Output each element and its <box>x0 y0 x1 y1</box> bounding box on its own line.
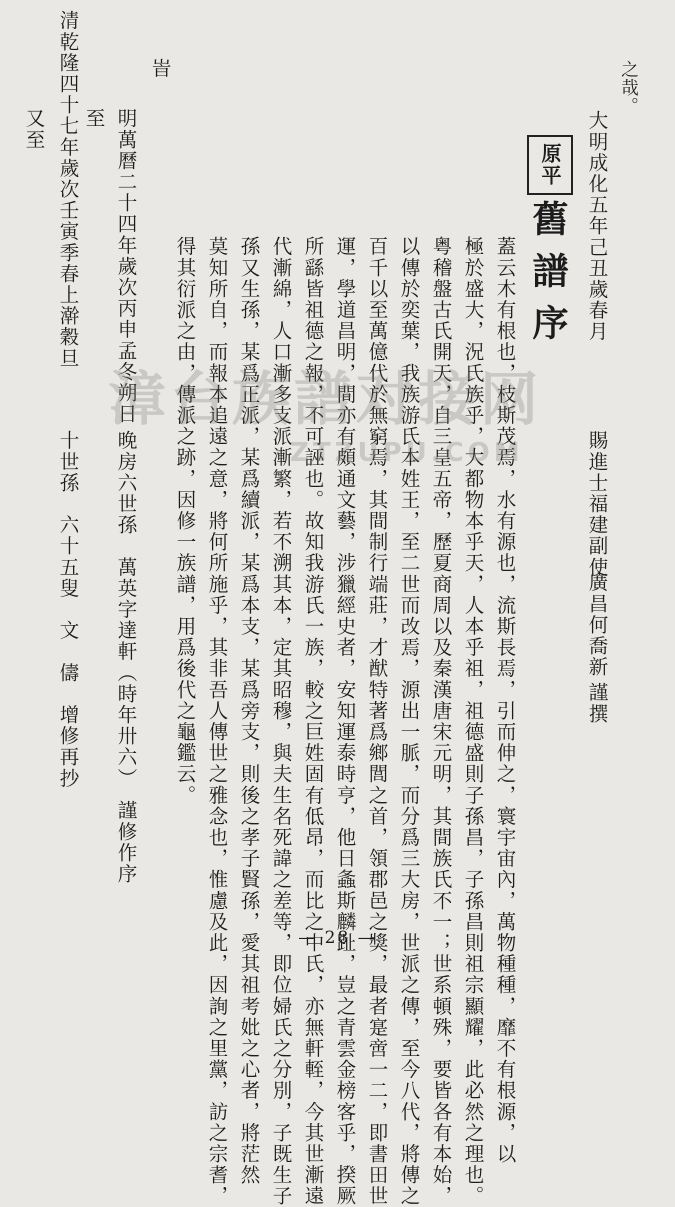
author-name: 廣昌何喬新 <box>585 572 609 678</box>
signature-1-name: 晚房六世孫 萬英字達軒（時年卅六） 謹修作序 <box>114 430 138 885</box>
preface-column: 代漸綿，人口漸多支派漸繁，若不溯其本，定其昭穆，與夫生名死諱之差等，即位婦氏之分別，子既生子 <box>269 236 293 1207</box>
title-badge-box <box>527 135 573 195</box>
watermark-url: ZTZUPU.COM <box>290 438 524 468</box>
watermark: 漳台族譜对接网 <box>108 365 543 433</box>
preface-closing-line: 之哉。 <box>618 60 639 116</box>
preface-column: 得其衍派之由，傳派之跡，因修一族譜，用爲後代之龜鑑云。 <box>173 236 197 806</box>
author-action: 謹撰 <box>585 682 609 725</box>
preface-column: 所繇皆祖德之報，不可誣也。故知我游氏一族，較之巨姓固有低昂，而比之中氏，亦無軒輊，今其世漸遠 <box>301 236 325 1207</box>
original-date-line: 大明成化五年己丑歲春月 <box>585 110 609 343</box>
preface-column: 百千以至萬億代於無窮焉，其間制行端莊，才猷特著爲鄉閭之首，領郡邑之獎，最者寔啻一二，即書田世 <box>365 236 389 1207</box>
signature-connector: 又至 <box>22 108 46 151</box>
signature-2-name: 十世孫 六十五叟 文 儔 增修再抄 <box>56 430 80 789</box>
signature-1-date: 明萬曆二十四年歲次丙申孟冬朔日 <box>114 108 138 425</box>
signature-2-date: 清乾隆四十七年歲次壬寅季春上澣穀旦 <box>56 10 80 369</box>
title-badge: 原平 <box>538 143 562 187</box>
page-number: — 28 — <box>298 928 377 948</box>
page-title: 舊譜序 <box>527 200 569 356</box>
preface-column: 以傳於奕葉，我族游氏本姓王，至二世而改焉，源出一脈，而分爲三大房，世派之傳，至今八代，將傳之 <box>397 236 421 1207</box>
author-title: 賜進士福建副使 <box>585 430 609 578</box>
preface-column: 蓋云木有根也，枝斯茂焉，水有源也，流斯長焉，引而伸之，寰宇宙內，萬物種種，靡不有根源，以 <box>493 236 517 1165</box>
signature-separator: 峕 <box>148 58 172 80</box>
preface-column: 孫又生孫，某爲正派，某爲續派，某爲本支，某爲旁支，則後之孝子賢孫，愛其祖考妣之心者，將茫然 <box>237 236 261 1186</box>
preface-column: 極於盛大，況氏族乎，大都物本乎天，人本乎祖，祖德盛則子孫昌，子孫昌則祖宗顯耀，此必然之理也。 <box>461 236 485 1207</box>
preface-column: 莫知所自，而報本追遠之意，將何所施乎，其非吾人傳世之雅念也，惟慮及此，因詢之里黨，訪之宗耆， <box>205 236 229 1207</box>
preface-column: 運，學道昌明，間亦有頗通文藝，涉獵經史者，安知運泰時亨，他日螽斯麟趾，豈之青雲金榜客乎，揆厥 <box>333 236 357 1207</box>
signature-connector: 至 <box>82 108 106 130</box>
preface-column: 粤稽盤古氏開天，自三皇五帝，歷夏商周以及秦漢唐宋元明，其間族氏不一；世系頓殊，要皆各有本始， <box>429 236 453 1207</box>
